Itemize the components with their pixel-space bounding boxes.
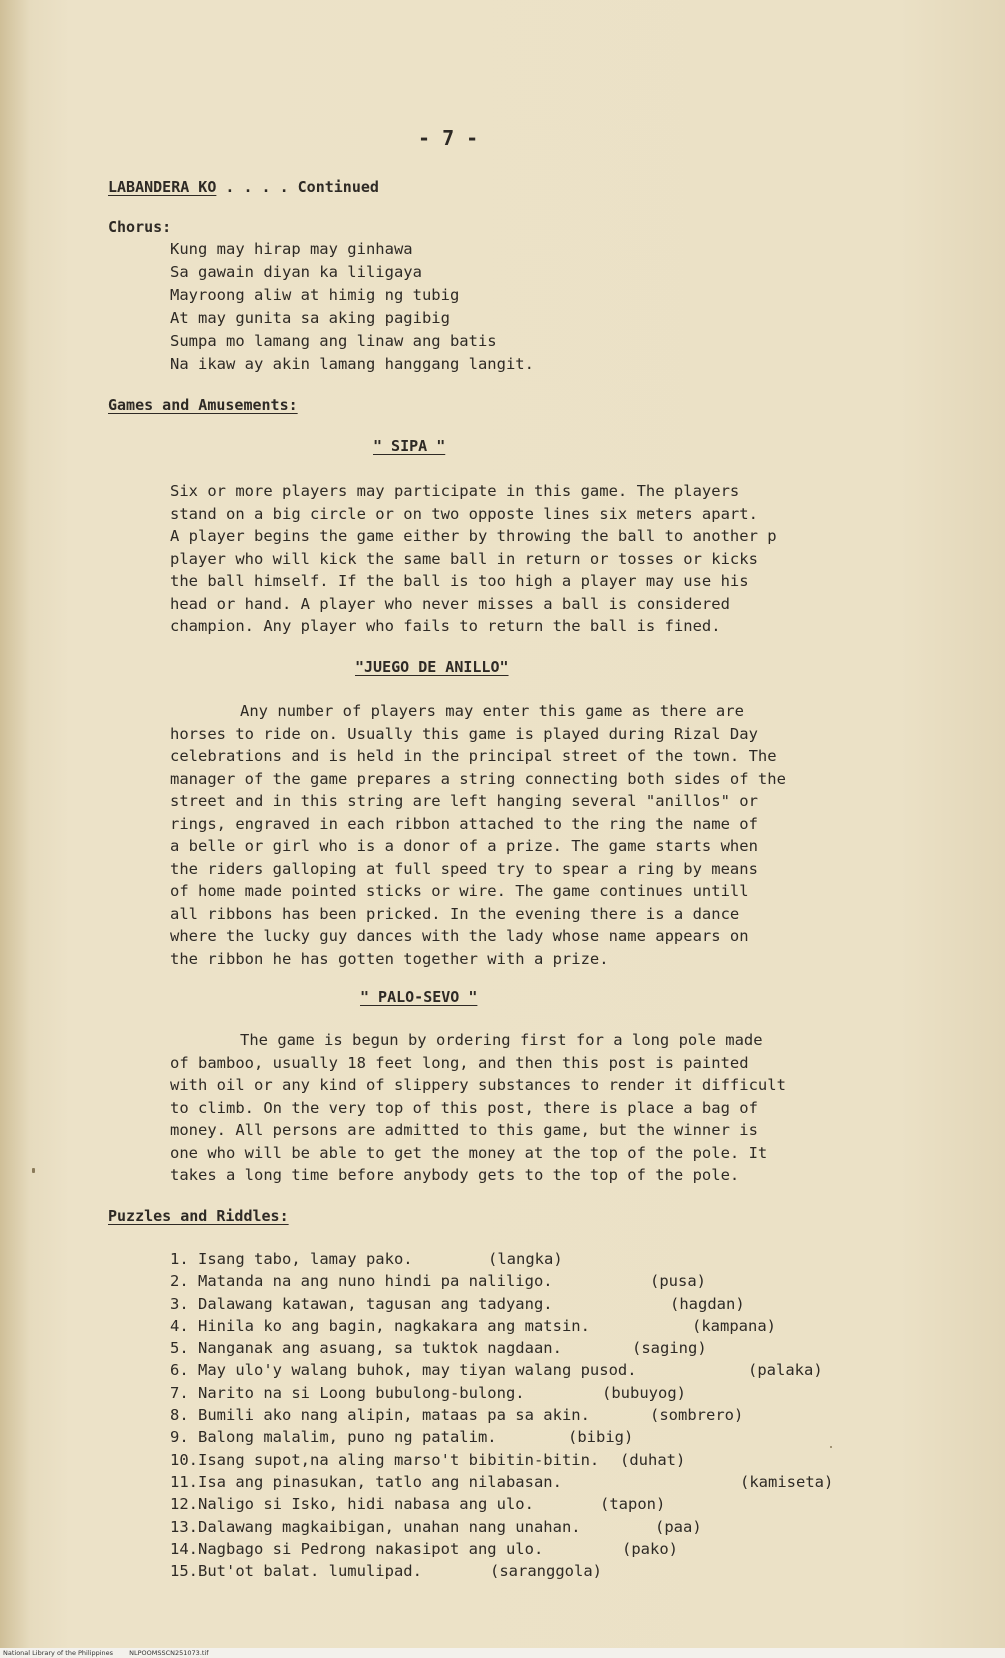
paragraph-line: player who will kick the same ball in return or tosses or kicks (170, 549, 758, 568)
paragraph-line: champion. Any player who fails to return the ball is fined. (170, 617, 721, 635)
riddle-text: Balong malalim, puno ng patalim. (198, 1428, 497, 1447)
riddle-answer: (palaka) (748, 1361, 823, 1380)
paragraph-line: horses to ride on. Usually this game is played during Rizal Day (170, 724, 758, 743)
riddle-text: Bumili ako nang alipin, mataas pa sa akin. (198, 1406, 590, 1425)
riddle-text: Isang supot,na aling marso't bibitin-bitin. (198, 1450, 600, 1469)
game-description-sipa (170, 480, 890, 638)
paragraph-line: a belle or girl who is a donor of a prize. The game starts when (170, 837, 758, 855)
paragraph-line: the ribbon he has gotten together with a prize. (170, 949, 609, 968)
riddle-text: But'ot balat. lumulipad. (198, 1562, 422, 1581)
paragraph-line: all ribbons has been pricked. In the evening there is a dance (170, 904, 740, 923)
paragraph-line: to climb. On the very top of this post, there is place a bag of (170, 1098, 758, 1117)
game-title-sipa: " SIPA " (373, 437, 446, 455)
riddle-item: 1. Isang tabo, lamay pako. (langka) (170, 1248, 890, 1270)
paragraph-line: the riders galloping at full speed try to spear a ring by means (170, 859, 758, 878)
riddle-answer: (kampana) (692, 1316, 776, 1335)
riddle-item: 10.Isang supot,na aling marso't bibitin-bitin. (duhat) (170, 1449, 890, 1471)
riddle-item: 4. Hinila ko ang bagin, nagkakara ang matsin. (kampana) (170, 1315, 890, 1337)
riddle-answer: (langka) (488, 1250, 563, 1268)
paragraph-line: stand on a big circle or on two opposte lines six meters apart. (170, 504, 758, 523)
riddle-answer: (paa) (655, 1517, 702, 1536)
footer-filename: NLPOOMSSCN251073.tif (129, 1649, 209, 1657)
puzzles-heading: Puzzles and Riddles: (108, 1207, 289, 1225)
games-heading: Games and Amusements: (108, 396, 298, 414)
game-title-palo-sevo: " PALO-SEVO " (360, 988, 478, 1006)
riddle-answer: (duhat) (620, 1450, 686, 1469)
riddle-text: Nagbago si Pedrong nakasipot ang ulo. (198, 1539, 544, 1558)
paragraph-line: head or hand. A player who never misses a ball is considered (170, 594, 730, 613)
chorus-line: Sumpa mo lamang ang linaw ang batis (170, 332, 497, 350)
game-title-juego-de-anillo: "JUEGO DE ANILLO" (355, 658, 509, 676)
paragraph-line: Any number of players may enter this game as there are (240, 702, 744, 720)
paragraph-line: The game is begun by ordering first for a long pole made (240, 1031, 763, 1049)
riddle-item: 8. Bumili ako nang alipin, mataas pa sa akin. (sombrero) (170, 1404, 890, 1426)
paper-mark (32, 1168, 35, 1173)
riddle-item: 12.Naligo si Isko, hidi nabasa ang ulo. (tapon) (170, 1493, 890, 1515)
paragraph-line: manager of the game prepares a string connecting both sides of the (170, 769, 786, 788)
chorus-line: Na ikaw ay akin lamang hanggang langit. (170, 355, 534, 373)
paragraph-line: with oil or any kind of slippery substances to render it difficult (170, 1076, 786, 1094)
paragraph-line: rings, engraved in each ribbon attached to the ring the name of (170, 814, 758, 833)
song-header (108, 178, 379, 196)
riddle-answer: (bubuyog) (602, 1383, 686, 1402)
riddle-item: 13.Dalawang magkaibigan, unahan nang unahan. (paa) (170, 1516, 890, 1538)
paragraph-line: the ball himself. If the ball is too high a player may use his (170, 572, 749, 590)
chorus-line: Sa gawain diyan ka liligaya (170, 263, 422, 281)
riddle-item: 5. Nanganak ang asuang, sa tuktok nagdaan. (saging) (170, 1337, 890, 1359)
paragraph-line: one who will be able to get the money at the top of the pole. It (170, 1143, 768, 1162)
scan-footer (0, 1648, 1005, 1658)
paragraph-line: of bamboo, usually 18 feet long, and then this post is painted (170, 1053, 749, 1072)
chorus-line: At may gunita sa aking pagibig (170, 309, 450, 327)
riddle-answer: (saranggola) (490, 1562, 602, 1581)
riddle-item: 9. Balong malalim, puno ng patalim. (bibig) (170, 1426, 890, 1448)
paragraph-line: where the lucky guy dances with the lady whose name appears on (170, 927, 749, 945)
riddle-item: 11.Isa ang pinasukan, tatlo ang nilabasan. (kamiseta) (170, 1471, 890, 1493)
riddle-list (170, 1248, 890, 1582)
footer-institution: National Library of the Philippines (3, 1649, 114, 1657)
song-title: LABANDERA KO (108, 178, 217, 196)
riddle-item: 6. May ulo'y walang buhok, may tiyan walang pusod. (palaka) (170, 1359, 890, 1381)
game-description-juego-de-anillo (170, 700, 890, 970)
riddle-text: Dalawang katawan, tagusan ang tadyang. (198, 1294, 553, 1313)
paper-mark (830, 1446, 832, 1448)
paragraph-line: of home made pointed sticks or wire. The game continues untill (170, 882, 749, 900)
page-number: - 7 - (418, 126, 479, 150)
chorus-label: Chorus: (108, 218, 172, 236)
song-continued: . . . . Continued (225, 178, 379, 196)
riddle-text: Narito na si Loong bubulong-bulong. (198, 1383, 525, 1402)
paragraph-line: celebrations and is held in the principal street of the town. The (170, 747, 777, 765)
riddle-text: Nanganak ang asuang, sa tuktok nagdaan. (198, 1339, 562, 1358)
riddle-answer: (tapon) (600, 1495, 666, 1514)
paragraph-line: money. All persons are admitted to this game, but the winner is (170, 1121, 758, 1139)
paragraph-line: takes a long time before anybody gets to the top of the pole. (170, 1166, 740, 1184)
riddle-answer: (hagdan) (670, 1294, 745, 1313)
riddle-answer: (bibig) (568, 1428, 634, 1447)
riddle-answer: (kamiseta) (740, 1472, 834, 1491)
riddle-item: 7. Narito na si Loong bubulong-bulong. (bubuyog) (170, 1382, 890, 1404)
chorus-lines (170, 238, 930, 376)
riddle-text: Isang tabo, lamay pako. (198, 1250, 413, 1268)
riddle-answer: (saging) (632, 1339, 707, 1358)
paragraph-line: A player begins the game either by throwing the ball to another p (170, 527, 777, 545)
chorus-line: Mayroong aliw at himig ng tubig (170, 286, 460, 304)
riddle-answer: (sombrero) (650, 1406, 744, 1425)
riddle-text: Hinila ko ang bagin, nagkakara ang matsin. (198, 1316, 590, 1335)
riddle-text: Isa ang pinasukan, tatlo ang nilabasan. (198, 1472, 562, 1491)
riddle-answer: (pako) (622, 1539, 678, 1558)
riddle-item: 2. Matanda na ang nuno hindi pa naliligo. (pusa) (170, 1270, 890, 1292)
paragraph-line: street and in this string are left hanging several "anillos" or (170, 792, 758, 810)
paragraph-line: Six or more players may participate in this game. The players (170, 482, 740, 500)
riddle-item: 14.Nagbago si Pedrong nakasipot ang ulo. (pako) (170, 1538, 890, 1560)
riddle-text: Dalawang magkaibigan, unahan nang unahan. (198, 1517, 581, 1536)
riddle-item: 3. Dalawang katawan, tagusan ang tadyang. (hagdan) (170, 1293, 890, 1315)
game-description-palo-sevo (170, 1029, 890, 1187)
riddle-text: May ulo'y walang buhok, may tiyan walang pusod. (198, 1361, 637, 1380)
chorus-line: Kung may hirap may ginhawa (170, 240, 413, 258)
riddle-text: Naligo si Isko, hidi nabasa ang ulo. (198, 1495, 534, 1514)
riddle-answer: (pusa) (650, 1272, 706, 1291)
riddle-item: 15.But'ot balat. lumulipad. (saranggola) (170, 1560, 890, 1582)
riddle-text: Matanda na ang nuno hindi pa naliligo. (198, 1272, 553, 1291)
